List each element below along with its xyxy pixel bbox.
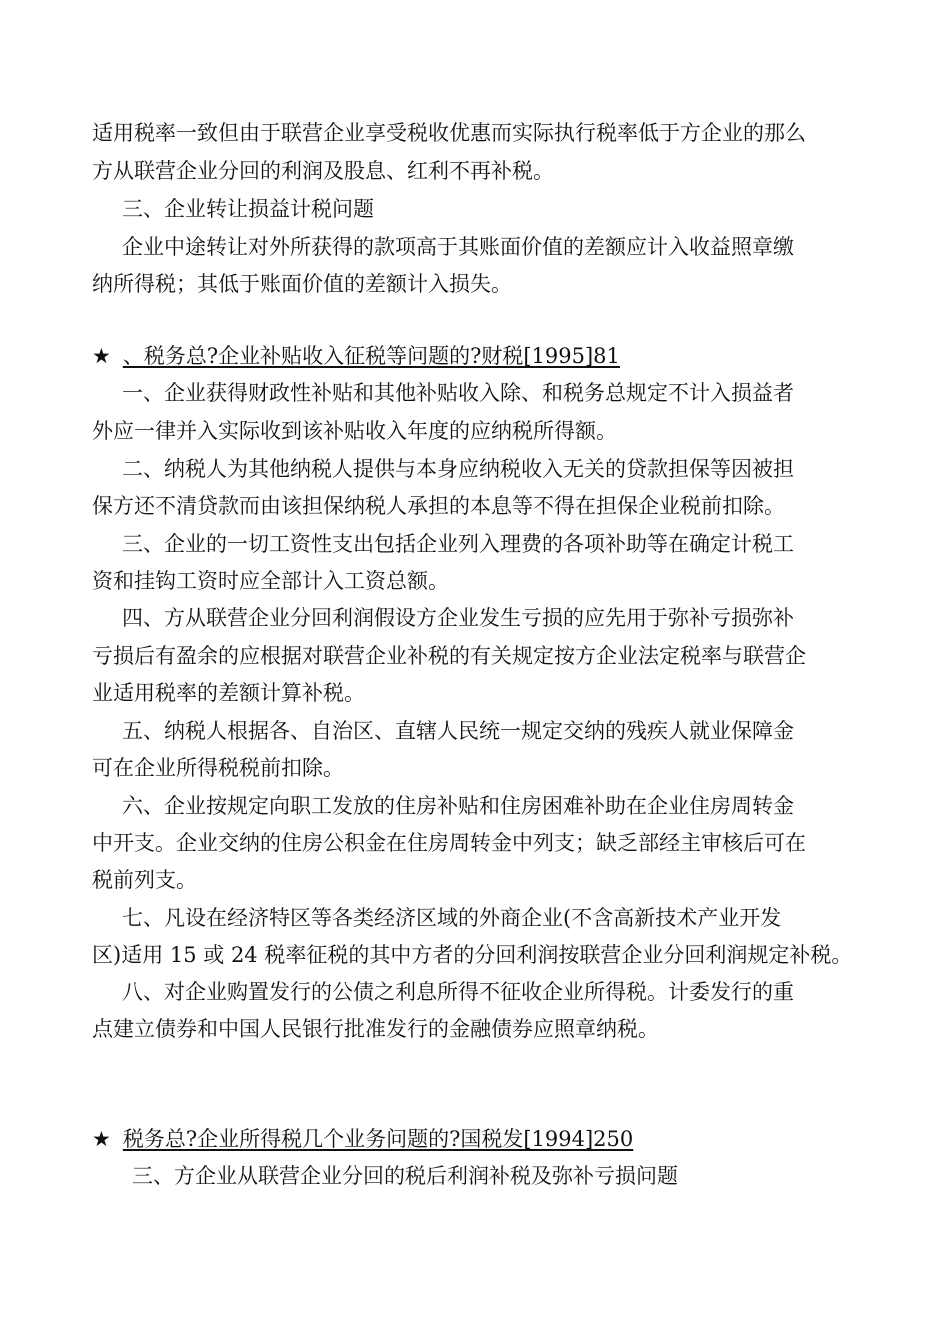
star-icon: ★ bbox=[92, 344, 111, 368]
text-line: 可在企业所得税税前扣除。 bbox=[92, 756, 344, 780]
star-icon: ★ bbox=[92, 1127, 111, 1151]
text-line: 中开支。企业交纳的住房公积金在住房周转金中列支；缺乏部经主审核后可在 bbox=[92, 831, 806, 855]
text-line: 保方还不清贷款而由该担保纳税人承担的本息等不得在担保企业税前扣除。 bbox=[92, 494, 785, 518]
text-line: 点建立债券和中国人民银行批准发行的金融债券应照章纳税。 bbox=[92, 1017, 659, 1041]
notice-title-2 bbox=[92, 1124, 633, 1154]
notice-link-2: 税务总?企业所得税几个业务问题的?国税发[1994]250 bbox=[122, 1127, 634, 1151]
text-line: 三、方企业从联营企业分回的税后利润补税及弥补亏损问题 bbox=[132, 1164, 678, 1188]
notice-title-1 bbox=[92, 341, 620, 371]
text-line: 六、企业按规定向职工发放的住房补贴和住房困难补助在企业住房周转金 bbox=[122, 794, 794, 818]
text-line: 区)适用 15 或 24 税率征税的其中方者的分回利润按联营企业分回利润规定补税。 bbox=[92, 943, 853, 967]
text-line: 外应一律并入实际收到该补贴收入年度的应纳税所得额。 bbox=[92, 419, 617, 443]
text-line: 一、企业获得财政性补贴和其他补贴收入除、和税务总规定不计入损益者 bbox=[122, 381, 794, 405]
text-line: 三、企业的一切工资性支出包括企业列入理费的各项补助等在确定计税工 bbox=[122, 532, 794, 556]
text-line: 二、纳税人为其他纳税人提供与本身应纳税收入无关的贷款担保等因被担 bbox=[122, 457, 794, 481]
section-heading: 三、企业转让损益计税问题 bbox=[122, 197, 374, 221]
text-line: 资和挂钩工资时应全部计入工资总额。 bbox=[92, 569, 449, 593]
text-line: 亏损后有盈余的应根据对联营企业补税的有关规定按方企业法定税率与联营企 bbox=[92, 644, 806, 668]
text-line: 四、方从联营企业分回利润假设方企业发生亏损的应先用于弥补亏损弥补 bbox=[122, 606, 794, 630]
text-line: 企业中途转让对外所获得的款项高于其账面价值的差额应计入收益照章缴 bbox=[122, 235, 794, 259]
text-line: 八、对企业购置发行的公债之利息所得不征收企业所得税。计委发行的重 bbox=[122, 980, 794, 1004]
text-line: 适用税率一致但由于联营企业享受税收优惠而实际执行税率低于方企业的那么 bbox=[92, 121, 806, 145]
text-line: 方从联营企业分回的利润及股息、红利不再补税。 bbox=[92, 159, 554, 183]
text-line: 纳所得税；其低于账面价值的差额计入损失。 bbox=[92, 272, 512, 296]
notice-link-1: 、税务总?企业补贴收入征税等问题的?财税[1995]81 bbox=[122, 344, 620, 368]
text-line: 七、凡设在经济特区等各类经济区域的外商企业(不含高新技术产业开发 bbox=[122, 906, 782, 930]
text-line: 五、纳税人根据各、自治区、直辖人民统一规定交纳的残疾人就业保障金 bbox=[122, 719, 794, 743]
text-line: 税前列支。 bbox=[92, 868, 197, 892]
text-line: 业适用税率的差额计算补税。 bbox=[92, 681, 365, 705]
